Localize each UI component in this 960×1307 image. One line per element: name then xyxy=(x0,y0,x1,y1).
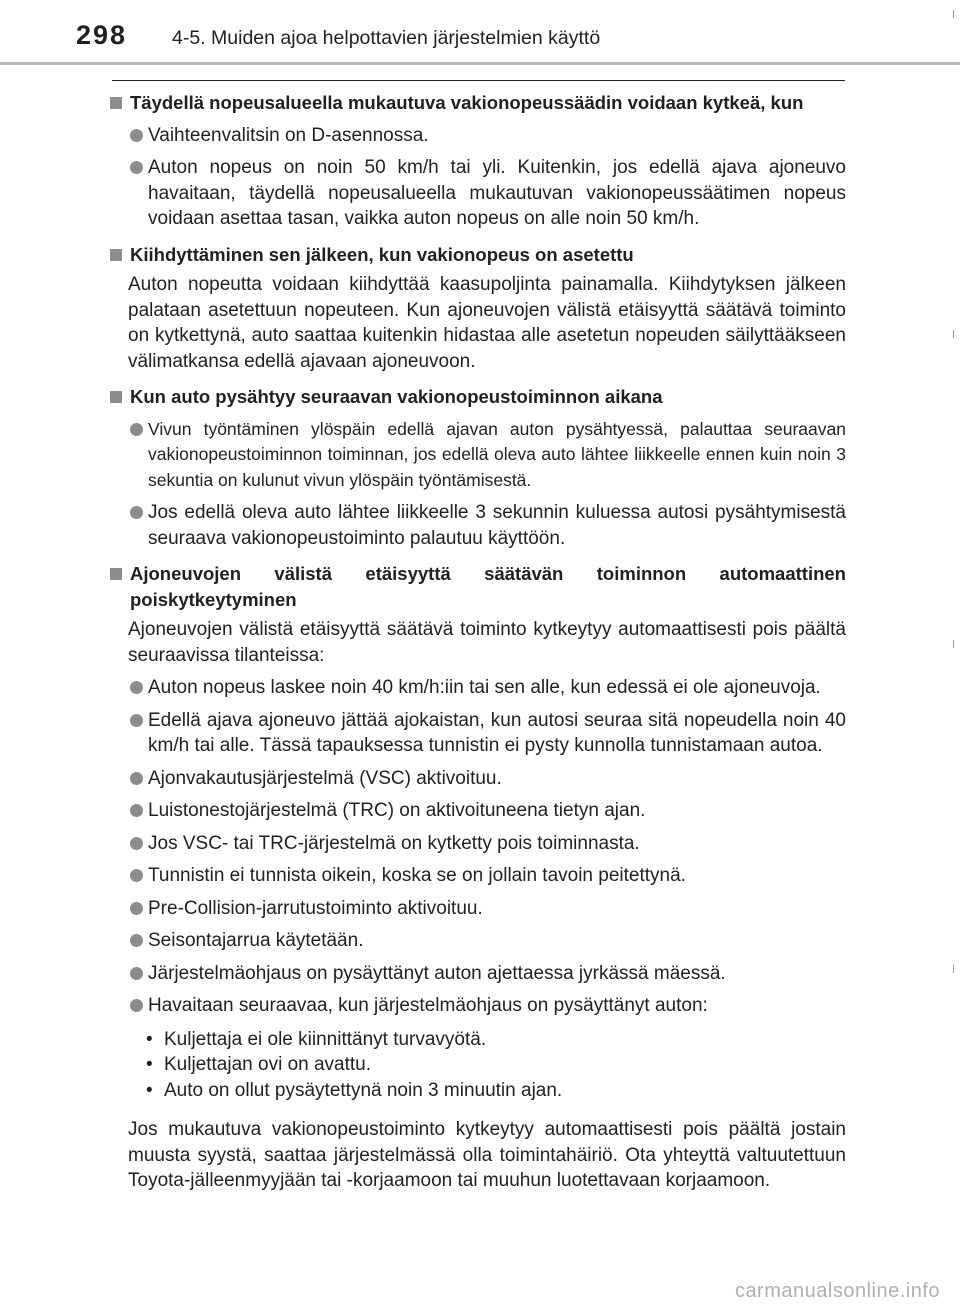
list-item: Pre-Collision-jarrutustoiminto aktivoituu. xyxy=(110,896,846,922)
round-bullet-icon xyxy=(130,681,143,694)
section-heading-text: Täydellä nopeusalueella mukautuva vakionopeussäädin voidaan kytkeä, kun xyxy=(130,92,804,113)
list-item: Järjestelmäohjaus on pysäyttänyt auton ajettaessa jyrkässä mäessä. xyxy=(110,961,846,987)
section-heading xyxy=(110,384,846,410)
watermark-text[interactable]: carmanualsonline.info xyxy=(734,1280,940,1302)
round-bullet-icon xyxy=(130,423,143,436)
list-item: Seisontajarrua käytetään. xyxy=(110,928,846,954)
chapter-title: 4-5. Muiden ajoa helpottavien järjestelmien käyttö xyxy=(172,27,601,49)
small-bullet-icon: • xyxy=(146,1028,153,1050)
section-heading-text: Ajoneuvojen välistä etäisyyttä säätävän toiminnon automaattinen poiskytkeytyminen xyxy=(130,563,846,610)
section-heading-text: Kun auto pysähtyy seuraavan vakionopeustoiminnon aikana xyxy=(130,386,663,407)
round-bullet-icon xyxy=(130,506,143,519)
content-top-rule xyxy=(112,80,845,81)
edge-mark xyxy=(953,10,954,18)
list-item: Edellä ajava ajoneuvo jättää ajokaistan, kun autosi seuraa sitä nopeudella noin 40 km/h tai alle. Tässä tapauksessa tunnistin ei pysty kunnolla tunnistamaan autoa. xyxy=(110,708,846,759)
round-bullet-icon xyxy=(130,804,143,817)
square-bullet-icon xyxy=(110,249,122,261)
small-bullet-icon: • xyxy=(146,1054,153,1075)
section-heading-text: Kiihdyttäminen sen jälkeen, kun vakionopeus on asetettu xyxy=(130,243,634,265)
round-bullet-icon xyxy=(130,161,143,174)
edge-mark xyxy=(953,965,954,973)
list-item: Jos VSC- tai TRC-järjestelmä on kytketty pois toiminnasta. xyxy=(110,831,846,857)
list-item: Auton nopeus on noin 50 km/h tai yli. Kuitenkin, jos edellä ajava ajoneuvo havaitaan, täydellä nopeusalueella mukautuvan vakionopeussäätimen nopeus voidaan asettaa tasan, vaikka auton nopeus on alle noin 50 km/h. xyxy=(110,155,846,232)
list-item: Jos edellä oleva auto lähtee liikkeelle 3 sekunnin kuluessa autosi pysähtymisestä seuraava vakionopeustoiminto palautuu käyttöön. xyxy=(110,500,846,551)
square-bullet-icon xyxy=(110,568,122,580)
sub-list-item: • Auto on ollut pysäytettynä noin 3 minuutin ajan. xyxy=(110,1078,846,1104)
list-item: Vivun työntäminen ylöspäin edellä ajavan auton pysähtyessä, palauttaa seuraavan vakionopeustoiminnon toiminnan, jos edellä oleva auto lähtee liikkeelle ennen kuin noin 3 sekuntia on kulunut vivun ylöspäin työntämisestä. xyxy=(110,417,846,494)
sub-list-item: • Kuljettajan ovi on avattu. xyxy=(110,1052,846,1078)
square-bullet-icon xyxy=(110,391,122,403)
list-item: Auton nopeus laskee noin 40 km/h:iin tai sen alle, kun edessä ei ole ajoneuvoja. xyxy=(110,675,846,701)
sub-list xyxy=(110,1027,846,1104)
list-item: Vaihteenvalitsin on D-asennossa. xyxy=(110,123,846,149)
round-bullet-icon xyxy=(130,967,143,980)
page-number: 298 xyxy=(76,20,128,50)
sub-list-item: • Kuljettaja ei ole kiinnittänyt turvavyötä. xyxy=(110,1027,846,1053)
round-bullet-icon xyxy=(130,934,143,947)
list-item: Tunnistin ei tunnista oikein, koska se on jollain tavoin peitettynä. xyxy=(110,863,846,889)
edge-mark xyxy=(953,330,954,338)
section-heading xyxy=(110,242,846,268)
round-bullet-icon xyxy=(130,999,143,1012)
section-heading xyxy=(110,561,846,612)
round-bullet-icon xyxy=(130,902,143,915)
round-bullet-icon xyxy=(130,837,143,850)
round-bullet-icon xyxy=(130,772,143,785)
round-bullet-icon xyxy=(130,869,143,882)
header-rule xyxy=(0,62,960,65)
page-content xyxy=(110,90,846,1194)
round-bullet-icon xyxy=(130,714,143,727)
round-bullet-icon xyxy=(130,129,143,142)
small-bullet-icon: • xyxy=(146,1079,153,1101)
paragraph: Ajoneuvojen välistä etäisyyttä säätävä toiminto kytkeytyy automaattisesti pois päältä seuraavissa tilanteissa: xyxy=(128,619,846,666)
closing-paragraph: Jos mukautuva vakionopeustoiminto kytkeytyy automaattisesti pois päältä jostain muusta syystä, saattaa järjestelmässä olla toimintahäiriö. Ota yhteyttä valtuutettuun Toyota-jälleenmyyjään tai -korjaamoon tai muuhun luotettavaan korjaamoon. xyxy=(128,1119,846,1191)
edge-mark xyxy=(953,640,954,648)
section-heading xyxy=(110,90,846,116)
paragraph: Auton nopeutta voidaan kiihdyttää kaasupoljinta painamalla. Kiihdytyksen jälkeen palataan asetettuun nopeuteen. Kun ajoneuvojen välistä etäisyyttä säätävä toiminto on kytkettynä, auto saattaa kuitenkin hidastaa alle asetetun nopeuden säilyttääkseen välimatkansa edellä ajavaan ajoneuvoon. xyxy=(128,274,846,372)
list-item: Ajonvakautusjärjestelmä (VSC) aktivoituu. xyxy=(110,766,846,792)
list-item: Havaitaan seuraavaa, kun järjestelmäohjaus on pysäyttänyt auton: xyxy=(110,993,846,1019)
list-item: Luistonestojärjestelmä (TRC) on aktivoituneena tietyn ajan. xyxy=(110,798,846,824)
square-bullet-icon xyxy=(110,97,122,109)
